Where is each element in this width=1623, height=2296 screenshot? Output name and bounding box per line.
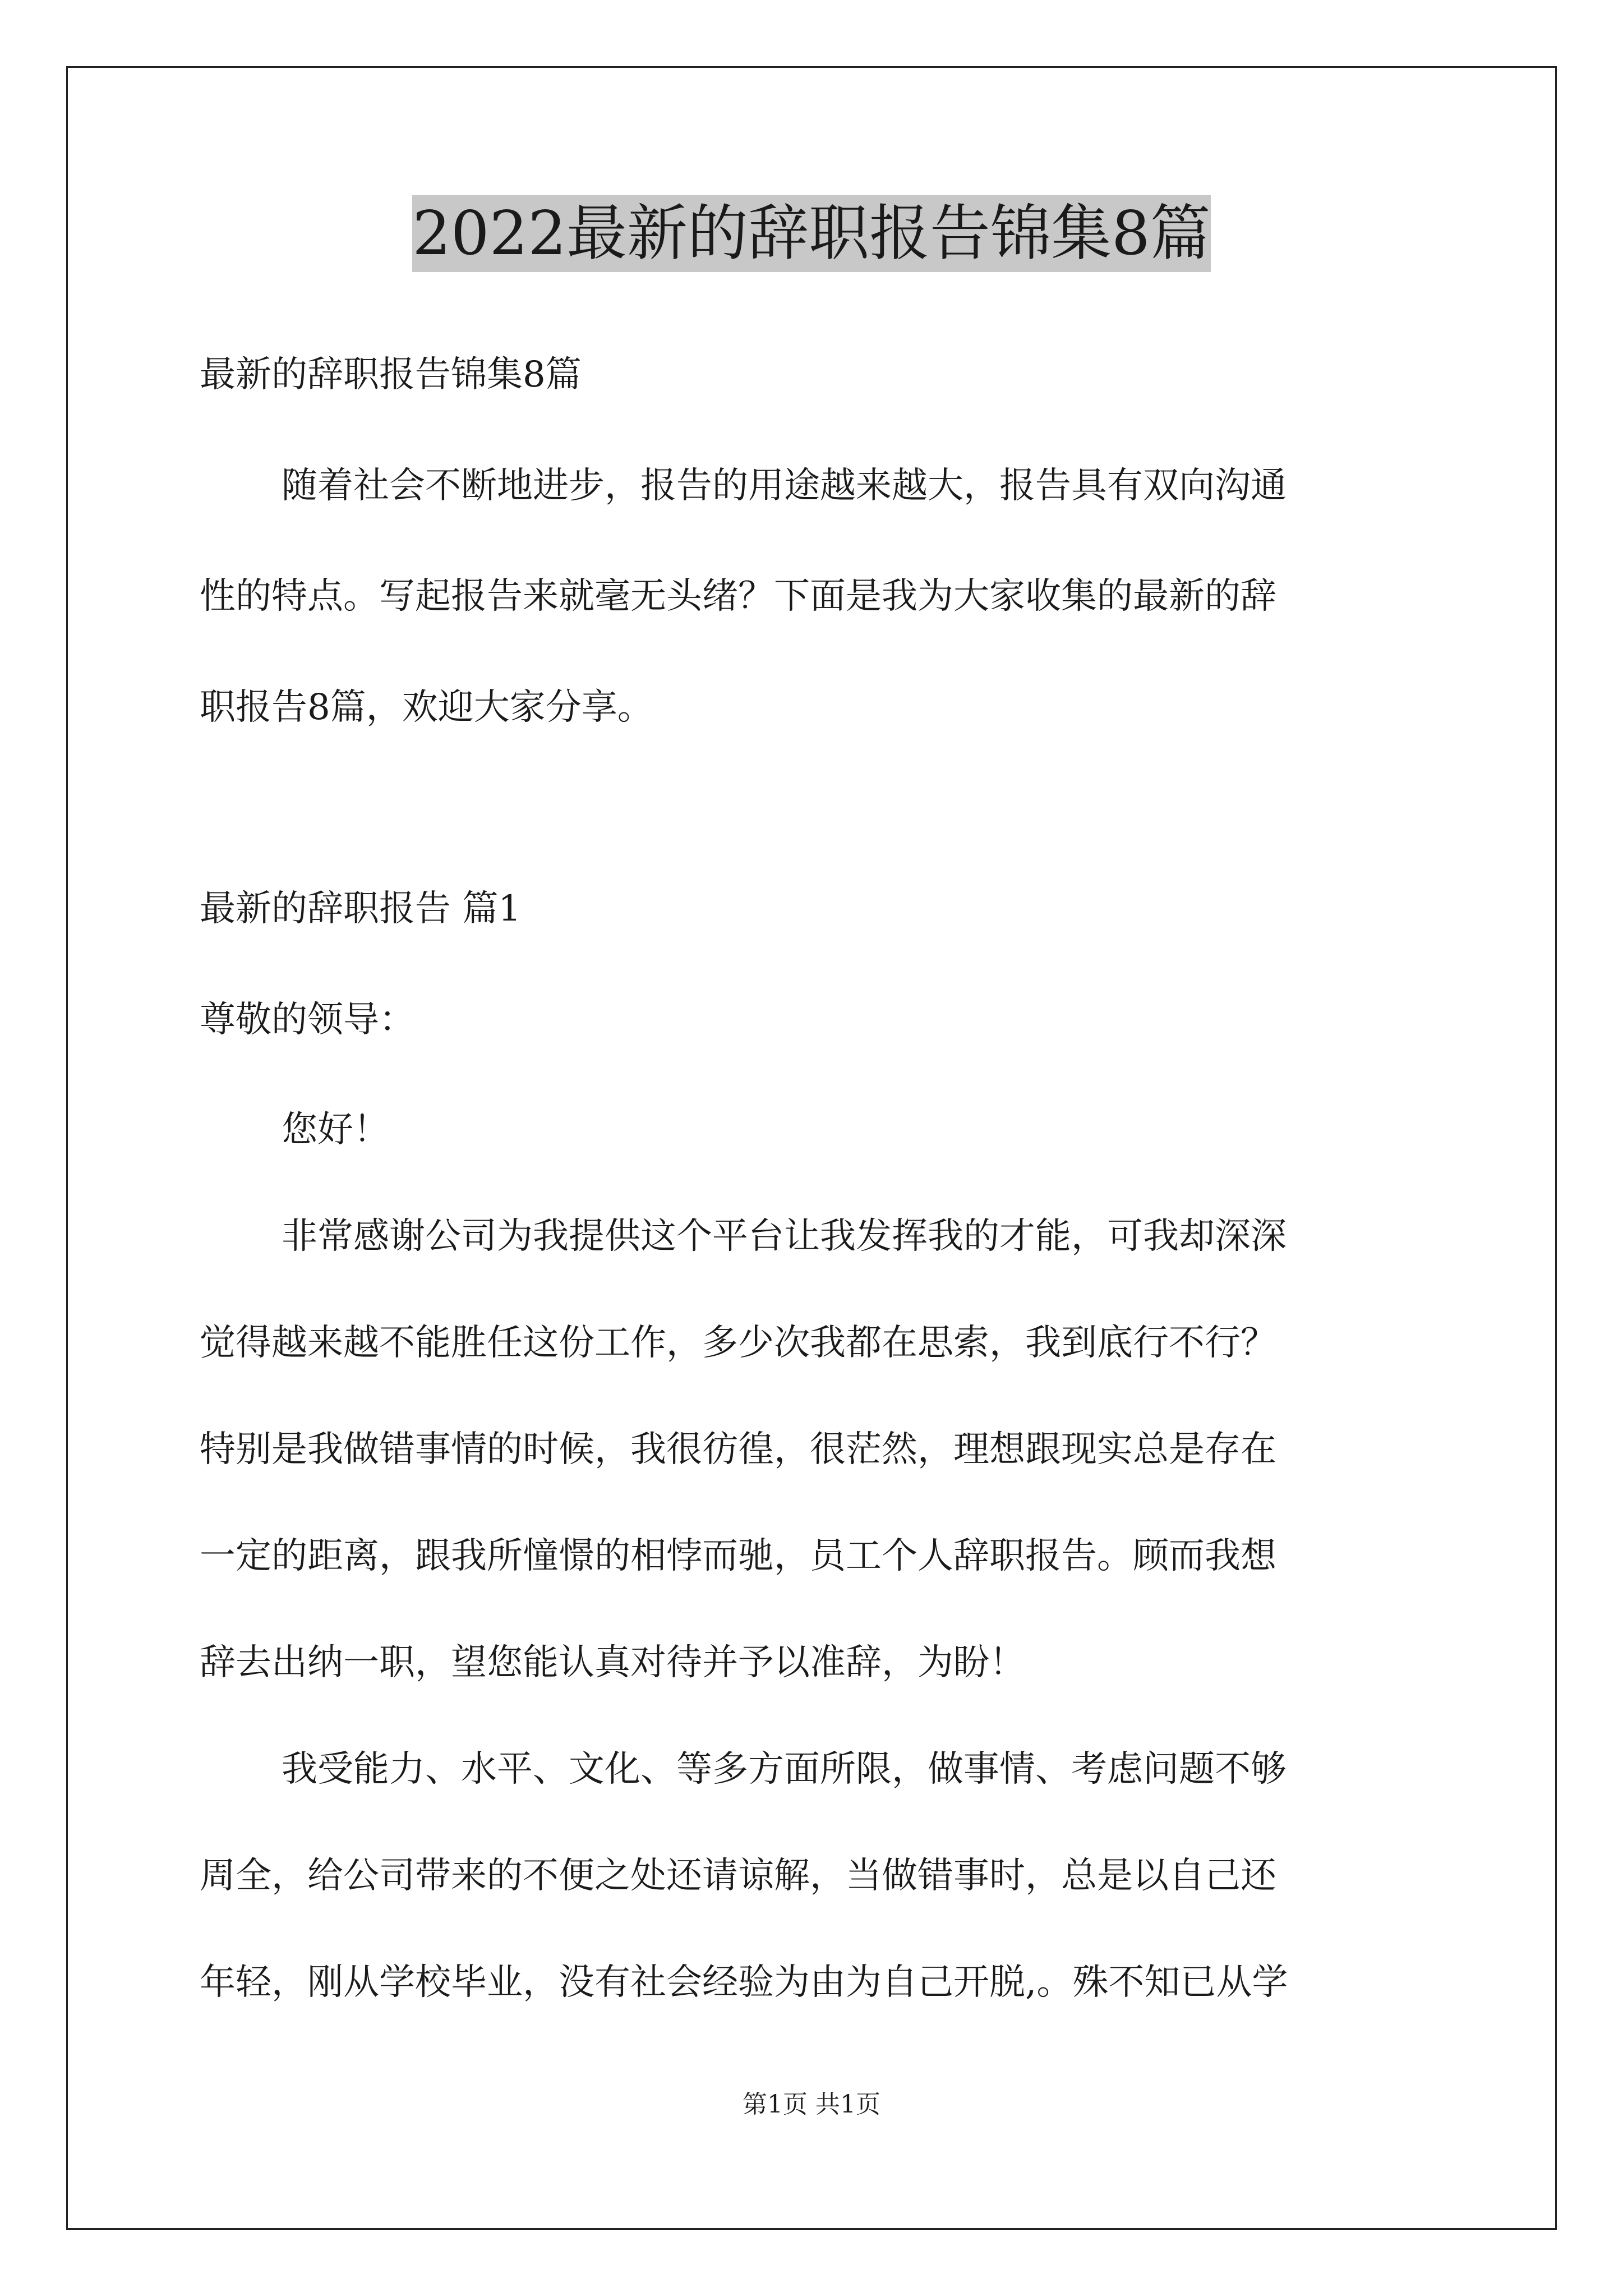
greeting: 您好！ (282, 1109, 389, 1151)
page-footer: 第1页 共1页 (743, 2090, 880, 2119)
document-title (0, 192, 1623, 276)
title-highlight: 2022最新的辞职报告锦集8篇 (412, 195, 1211, 272)
paragraph1-line-4: 一定的距离，跟我所憧憬的相悖而驰，员工个人辞职报告。顾而我想 (200, 1535, 1276, 1577)
document-subtitle: 最新的辞职报告锦集8篇 (200, 354, 582, 395)
paragraph1-line-1: 非常感谢公司为我提供这个平台让我发挥我的才能，可我却深深 (282, 1216, 1287, 1257)
paragraph1-line-3: 特别是我做错事情的时候，我很彷徨，很茫然，理想跟现实总是存在 (200, 1429, 1276, 1470)
section-heading: 最新的辞职报告 篇1 (200, 888, 522, 930)
salutation: 尊敬的领导： (200, 999, 415, 1041)
intro-line-2: 性的特点。写起报告来就毫无头绪？下面是我为大家收集的最新的辞 (200, 576, 1276, 617)
paragraph1-line-2: 觉得越来越不能胜任这份工作，多少次我都在思索，我到底行不行？ (200, 1322, 1276, 1364)
paragraph2-line-1: 我受能力、水平、文化、等多方面所限，做事情、考虑问题不够 (282, 1749, 1287, 1790)
paragraph2-line-2: 周全，给公司带来的不便之处还请谅解，当做错事时，总是以自己还 (200, 1855, 1276, 1897)
paragraph1-line-5: 辞去出纳一职，望您能认真对待并予以准辞，为盼！ (200, 1642, 1025, 1683)
intro-line-1: 随着社会不断地进步，报告的用途越来越大，报告具有双向沟通 (282, 465, 1287, 507)
paragraph2-line-3: 年轻，刚从学校毕业，没有社会经验为由为自己开脱,。殊不知已从学 (200, 1962, 1288, 2003)
intro-line-3: 职报告8篇，欢迎大家分享。 (200, 687, 653, 728)
